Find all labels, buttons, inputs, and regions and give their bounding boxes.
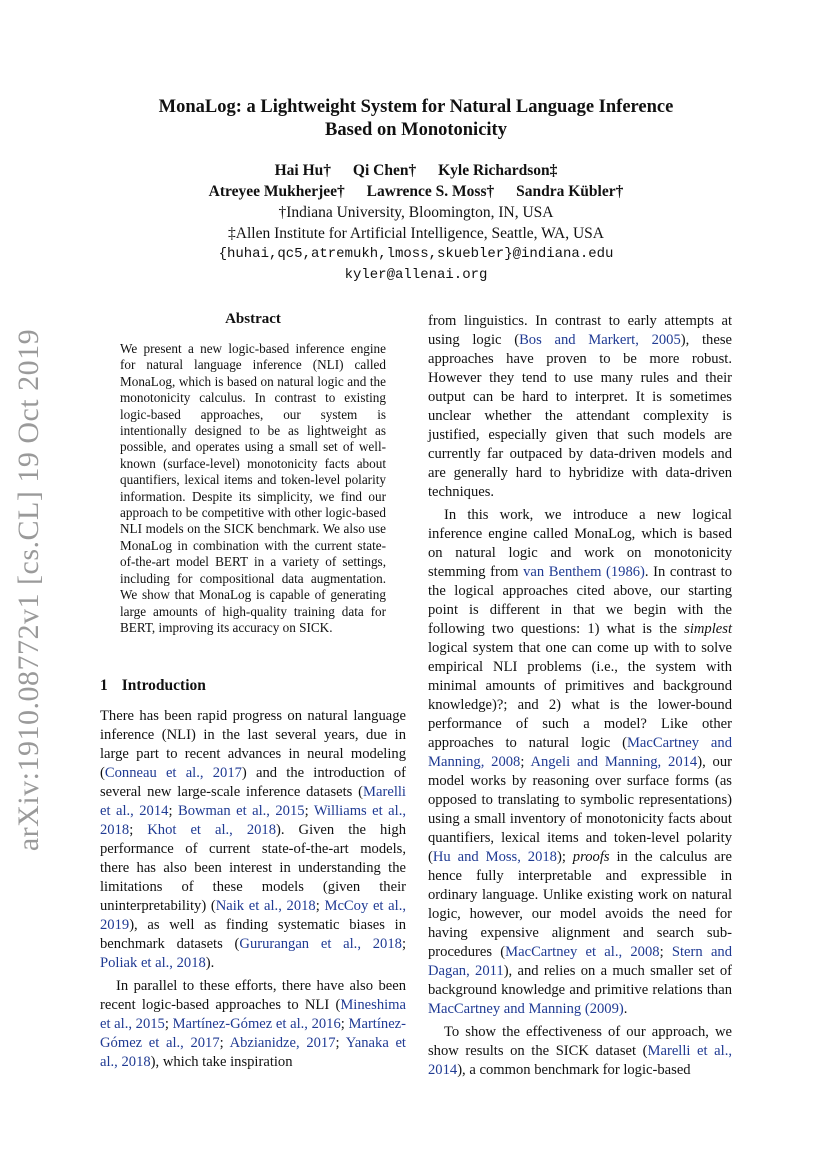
text-run: ;: [340, 1016, 349, 1032]
author-name: Hai Hu†: [274, 162, 332, 179]
citation-link[interactable]: Bos and Markert, 2005: [519, 332, 681, 348]
text-run: In parallel to these efforts, there have also been recent logic-based approaches to NLI (: [100, 978, 406, 1013]
text-run: ). Given the high performance of current state-of-the-art models, there has also been interest in understanding the limitations of these models (given their uninterpretability) (: [100, 822, 406, 914]
citation-link[interactable]: van Benthem (1986): [523, 564, 645, 580]
text-run: ;: [129, 822, 148, 838]
right-paragraph-1: [428, 312, 732, 502]
right-paragraph-3: [428, 1023, 732, 1080]
citation-link[interactable]: Marelli et al., 2014: [428, 1043, 732, 1078]
citation-link[interactable]: MacCartney and Manning (2009): [428, 1001, 624, 1017]
title-line-2: Based on Monotonicity: [325, 120, 507, 140]
text-run: ), a common benchmark for logic-based: [457, 1062, 691, 1078]
text-run: ;: [164, 1016, 173, 1032]
introduction-section: [100, 676, 406, 1076]
citation-link[interactable]: Martínez-Gómez et al., 2017: [100, 1016, 407, 1051]
text-run: in the calculus are hence fully interpretable and expressible in ordinary language. Unlike existing work on natural logic, however, our model avoids the need for having expensive alignment and search sub-procedures (: [428, 849, 732, 960]
citation-link[interactable]: Naik et al., 2018: [215, 898, 316, 914]
text-run: ;: [304, 803, 314, 819]
text-run: In this work, we introduce a new logical inference engine called MonaLog, which is based on natural logic and work on monotonicity stemming from: [428, 507, 732, 580]
text-run: from linguistics. In contrast to early attempts at using logic (: [428, 313, 732, 348]
text-run: There has been rapid progress on natural language inference (NLI) in the last several years, due in large part to recent advances in neural modeling (: [100, 708, 406, 781]
right-column: [428, 312, 732, 1084]
abstract-text: We present a new logic-based inference engine for natural language inference (NLI) called MonaLog, which is based on natural logic and the monotonicity calculus. In contrast to existing logic-based approaches, our system is intentionally designed to be as lightweight as possible, and operates using a small set of well-known (surface-level) monotonicity facts about quantifiers, lexical items and token-level polarity information. Despite its simplicity, we find our approach to be competitive with other logic-based NLI models on the SICK benchmark. We also use MonaLog in combination with the current state-of-the-art model BERT in a variety of settings, including for compositional data augmentation. We show that MonaLog is capable of generating large amounts of high-quality training data for BERT, improving its accuracy on SICK.: [120, 341, 386, 635]
arxiv-stamp-text: arXiv:1910.08772v1 [cs.CL] 19 Oct 2019: [12, 328, 46, 852]
section-number: 1: [100, 677, 108, 694]
text-run: ), as well as finding systematic biases in benchmark datasets (: [100, 917, 406, 952]
arxiv-identifier-stamp: [8, 328, 50, 852]
author-block: [100, 160, 732, 286]
text-run: ;: [520, 754, 531, 770]
text-run: ) and the introduction of several new large-scale inference datasets (: [100, 765, 406, 800]
citation-link[interactable]: Bowman et al., 2015: [177, 803, 305, 819]
text-run: ), our model works by reasoning over surface forms (as opposed to translating to symbolic representations) using a small inventory of monotonicity facts about quantifiers, lexical items and token-level polarity (: [428, 754, 732, 865]
text-run: ), which take inspiration: [150, 1054, 293, 1070]
citation-link[interactable]: Abzianidze, 2017: [229, 1035, 336, 1051]
author-name: Kyle Richardson‡: [438, 162, 558, 179]
text-run: ), and relies on a much smaller set of background knowledge and primitive relations than: [428, 963, 733, 998]
emphasis: simplest: [684, 621, 732, 637]
citation-link[interactable]: Conneau et al., 2017: [104, 765, 242, 781]
author-row-1: [100, 160, 732, 181]
citation-link[interactable]: Williams et al., 2018: [100, 803, 406, 838]
author-name: Qi Chen†: [352, 162, 417, 179]
text-run: );: [556, 849, 573, 865]
citation-link[interactable]: Marelli et al., 2014: [100, 784, 406, 819]
citation-link[interactable]: Hu and Moss, 2018: [432, 849, 557, 865]
text-run: . In contrast to the logical approaches cited above, our starting point is different in that we begin with the following two questions: 1) what is the: [428, 564, 732, 637]
text-run: ;: [401, 936, 406, 952]
citation-link[interactable]: Mineshima et al., 2015: [100, 997, 406, 1032]
text-run: ;: [315, 898, 325, 914]
citation-link[interactable]: Gururangan et al., 2018: [239, 936, 402, 952]
citation-link[interactable]: MacCartney et al., 2008: [505, 944, 660, 960]
citation-link[interactable]: McCoy et al., 2019: [100, 898, 406, 933]
author-name: Lawrence S. Moss†: [366, 183, 495, 200]
title-line-1: MonaLog: a Lightweight System for Natural Language Inference: [158, 97, 674, 117]
text-run: ;: [168, 803, 178, 819]
email-line-2[interactable]: kyler@allenai.org: [344, 267, 488, 283]
text-run: To show the effectiveness of our approach, we show results on the SICK dataset (: [428, 1024, 732, 1059]
right-paragraph-2: [428, 506, 732, 1019]
affiliation-2: ‡Allen Institute for Artificial Intelligence, Seattle, WA, USA: [228, 225, 604, 242]
text-run: ), these approaches have proven to be more robust. However they tend to use many rules and their output can be hard to interpret. It is sometimes unclear whether the attendant complexity is justified, especially given that such models are currently far outpaced by data-driven models and are generally hard to hybridize with data-driven techniques.: [428, 332, 732, 500]
citation-link[interactable]: Yanaka et al., 2018: [100, 1035, 406, 1070]
text-run: logical system that one can come up with to solve empirical NLI problems (i.e., the system with minimal amounts of primitives and background knowledge)?; and 2) what is the lower-bound performance of such a model? Like other approaches to natural logic (: [428, 640, 732, 751]
abstract-section: [120, 310, 386, 636]
email-line-1[interactable]: {huhai,qc5,atremukh,lmoss,skuebler}@indiana.edu: [218, 246, 614, 262]
author-row-2: [100, 181, 732, 202]
citation-link[interactable]: Angeli and Manning, 2014: [530, 754, 698, 770]
citation-link[interactable]: MacCartney and Manning, 2008: [428, 735, 733, 770]
abstract-heading: Abstract: [225, 311, 281, 327]
emphasis: proofs: [572, 849, 610, 865]
section-heading: [100, 676, 406, 695]
text-run: .: [623, 1001, 628, 1017]
citation-link[interactable]: Poliak et al., 2018: [100, 955, 206, 971]
text-run: ;: [219, 1035, 230, 1051]
affiliation-1: †Indiana University, Bloomington, IN, USA: [278, 204, 554, 221]
text-run: ).: [205, 955, 215, 971]
citation-link[interactable]: Martínez-Gómez et al., 2016: [172, 1016, 341, 1032]
author-name: Sandra Kübler†: [516, 183, 624, 200]
text-run: ;: [335, 1035, 346, 1051]
section-title: Introduction: [121, 677, 206, 694]
intro-paragraph-1: [100, 707, 406, 973]
citation-link[interactable]: Stern and Dagan, 2011: [428, 944, 733, 979]
author-name: Atreyee Mukherjee†: [208, 183, 345, 200]
citation-link[interactable]: Khot et al., 2018: [147, 822, 277, 838]
text-run: ;: [659, 944, 672, 960]
paper-title: [100, 96, 732, 142]
intro-paragraph-2: [100, 977, 406, 1072]
